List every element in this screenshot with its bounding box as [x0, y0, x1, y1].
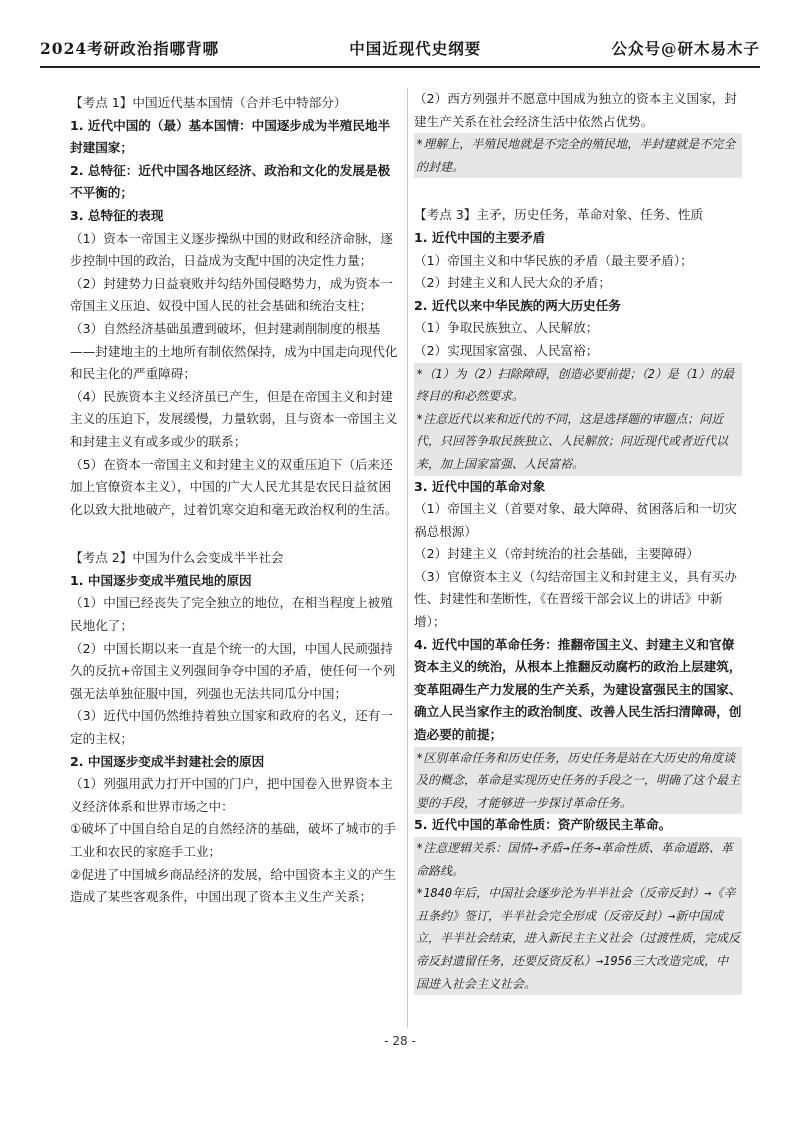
paragraph: （2）西方列强并不愿意中国成为独立的资本主义国家，封建生产关系在社会经济生活中依然占优势。 [414, 91, 737, 129]
paragraph: （3）近代中国仍然维持着独立国家和政府的名义，还有一定的主权； [70, 708, 393, 747]
paragraph: （5）在资本一帝国主义和封建主义的双重压迫下（后来还加上官僚资本主义），中国的广大人民尤其是农民日益贫困化以致大批地破产，过着饥寒交迫和毫无政治权利的生活。 [70, 456, 398, 517]
right-column [414, 88, 742, 995]
paragraph: （3）自然经济基础虽遭到破坏，但封建剥削制度的根基——封建地主的土地所有制依然保持，成为中国走向现代化和民主化的严重障碍； [70, 320, 398, 382]
subheading: 3. 总特征的表现 [70, 207, 164, 223]
paragraph: （2）中国长期以来一直是个统一的大国，中国人民顽强持久的反抗+帝国主义列强间争夺中国的矛盾，使任何一个列强无法单独征服中国，列强也无法共同瓜分中国； [70, 640, 396, 701]
paragraph: （2）封建势力日益衰败并勾结外国侵略势力，成为资本一帝国主义压迫、奴役中国人民的社会基础和统治支柱； [70, 275, 393, 314]
subheading: 1. 近代中国的主要矛盾 [414, 229, 546, 245]
section-heading: 【考点 1】中国近代基本国情（合并毛中特部分） [70, 95, 347, 110]
note-paragraph: *（1）为（2）扫除障碍，创造必要前提；（2）是（1）的最终目的和必然要求。 [414, 363, 742, 408]
column-divider [407, 88, 408, 1028]
paragraph: （1）争取民族独立、人民解放； [414, 320, 599, 336]
paragraph: （1）帝国主义（首要对象、最大障碍、贫困落后和一切灾祸总根源） [414, 501, 737, 539]
paragraph: （1）列强用武力打开中国的门户，把中国卷入世界资本主义经济体系和世界市场之中： [70, 776, 393, 814]
page-number: - 28 - [384, 1034, 416, 1048]
spacer [414, 178, 742, 200]
paragraph: （4）民族资本主义经济虽已产生，但是在帝国主义和封建主义的压迫下，发展缓慢，力量软弱，且与资本一帝国主义和封建主义有或多或少的联系； [70, 388, 398, 449]
subheading: 5. 近代中国的革命性质：资产阶级民主革命。 [414, 817, 672, 833]
spacer [70, 521, 400, 543]
paragraph: （2）封建主义（帝封统治的社会基础，主要障碍） [414, 546, 700, 562]
header-right-title: 公众号@研木易木子 [611, 39, 760, 58]
subheading: 1. 近代中国的（最）基本国情：中国逐步成为半殖民地半封建国家； [70, 117, 391, 156]
note-paragraph: *1840年后，中国社会逐步沦为半半社会（反帝反封）→《辛丑条约》签订，半半社会完全形成（反帝反封）→新中国成立，半半社会结束，进入新民主主义社会（过渡性质，完成反帝反封遗留任务，还要反资反私）→1956三大改造完成，中国进入社会主义社会。 [414, 882, 742, 995]
subheading: 2. 中国逐步变成半封建社会的原因 [70, 753, 265, 769]
section-heading: 【考点 3】主矛，历史任务，革命对象、任务、性质 [414, 207, 704, 223]
header-left-title: 2024考研政治指哪背哪 [40, 39, 220, 58]
page-header [40, 30, 760, 68]
subheading: 4. 近代中国的革命任务：推翻帝国主义、封建主义和官僚资本主义的统治，从根本上推翻反动腐朽的政治上层建筑，变革阻碍生产力发展的生产关系，为建设富强民主的国家、确立人民当家作主的政治制度、改善人民生活扫清障碍，创造必要的前提； [414, 636, 742, 743]
note-paragraph: *区别革命任务和历史任务，历史任务是站在大历史的角度谈及的概念，革命是实现历史任务的手段之一，明确了这个最主要的手段，才能够进一步探讨革命任务。 [414, 747, 742, 815]
left-column [70, 88, 400, 909]
note-paragraph: *理解上，半殖民地就是不完全的殖民地，半封建就是不完全的封建。 [414, 133, 742, 178]
paragraph: （3）官僚资本主义（勾结帝国主义和封建主义，具有买办性、封建性和垄断性，《在晋绥干部会议上的讲话》中新增）； [414, 568, 737, 630]
note-paragraph: *注意逻辑关系：国情→矛盾→任务→革命性质、革命道路、革命路线。 [414, 837, 742, 882]
paragraph: ②促进了中国城乡商品经济的发展，给中国资本主义的产生造成了某些客观条件，中国出现了资本主义生产关系； [70, 866, 397, 905]
paragraph: （2）实现国家富强、人民富裕； [414, 342, 599, 358]
paragraph: ①破坏了中国自给自足的自然经济的基础，破坏了城市的手工业和农民的家庭手工业； [70, 821, 397, 859]
subheading: 2. 近代以来中华民族的两大历史任务 [414, 297, 621, 313]
subheading: 1. 中国逐步变成半殖民地的原因 [70, 572, 252, 588]
paragraph: （1）中国已经丧失了完全独立的地位，在相当程度上被殖民地化了； [70, 595, 393, 634]
subheading: 3. 近代中国的革命对象 [414, 478, 546, 494]
paragraph: （2）封建主义和人民大众的矛盾； [414, 275, 611, 291]
paragraph: （1）帝国主义和中华民族的矛盾（最主要矛盾）； [414, 252, 693, 268]
header-center-title: 中国近现代史纲要 [349, 39, 482, 58]
section-heading: 【考点 2】中国为什么会变成半半社会 [70, 550, 284, 566]
subheading: 2. 总特征：近代中国各地区经济、政治和文化的发展是极不平衡的； [70, 162, 391, 201]
note-paragraph: *注意近代以来和近代的不同，这是选择题的审题点；问近代，只回答争取民族独立、人民解放；问近现代或者近代以来，加上国家富强、人民富裕。 [414, 408, 742, 476]
paragraph: （1）资本一帝国主义逐步操纵中国的财政和经济命脉，逐步控制中国的政治，日益成为支配中国的决定性力量； [70, 230, 393, 269]
